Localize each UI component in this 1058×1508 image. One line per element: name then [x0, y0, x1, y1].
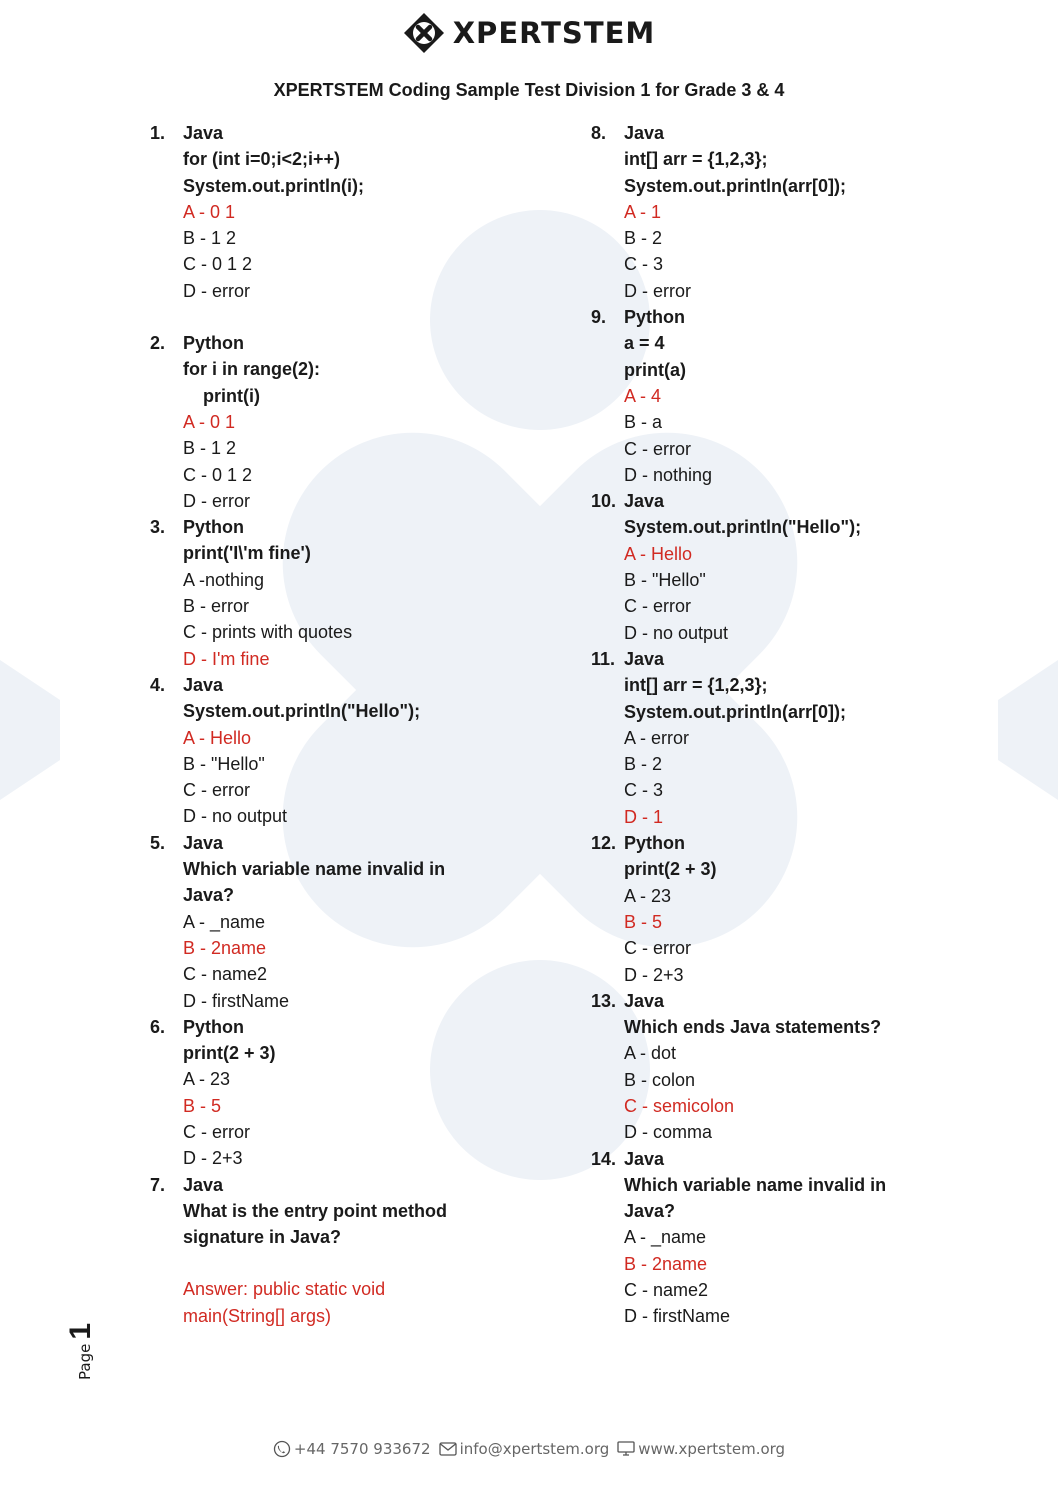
- answer-option: B - 2: [624, 228, 663, 249]
- answer-option: A - 23: [183, 1069, 231, 1090]
- question-13: [591, 988, 931, 1146]
- answer-option-correct: D - 1: [624, 806, 664, 827]
- question-text: System.out.println(arr[0]);: [624, 701, 847, 722]
- answer-option: D - error: [624, 280, 691, 301]
- question-language: Python: [624, 307, 685, 328]
- question-number: 5.: [150, 832, 166, 853]
- footer-email: [439, 1440, 610, 1458]
- question-language: Java: [624, 648, 665, 669]
- answer-option-correct: A - 0 1: [183, 411, 236, 432]
- question-number: 11.: [591, 648, 616, 669]
- answer-option: B - 2: [624, 754, 663, 775]
- answer-option-correct: B - 2name: [183, 937, 267, 958]
- answer-option-correct: B - 5: [624, 911, 663, 932]
- answer-option: D - firstName: [624, 1306, 731, 1327]
- question-language: Java: [624, 990, 665, 1011]
- monitor-icon: [617, 1441, 635, 1457]
- question-number: 6.: [150, 1016, 166, 1037]
- question-text: System.out.println("Hello");: [183, 701, 421, 722]
- question-text: System.out.println(i);: [183, 175, 364, 196]
- answer-option: B - 1 2: [183, 228, 237, 249]
- question-12: [591, 830, 931, 988]
- question-number: 8.: [591, 123, 607, 143]
- question-text: a = 4: [624, 333, 665, 354]
- question-language: Java: [624, 491, 665, 512]
- question-number: 12.: [591, 833, 617, 854]
- question-6: [150, 1014, 490, 1172]
- answer-option-correct: D - I'm fine: [183, 648, 270, 669]
- question-text: System.out.println("Hello");: [624, 517, 862, 538]
- question-text: System.out.println(arr[0]);: [624, 175, 847, 196]
- question-10: [591, 488, 931, 646]
- answer-option: D - nothing: [624, 464, 713, 485]
- answer-option-correct: main(String[] args): [183, 1305, 332, 1326]
- question-text: int[] arr = {1,2,3};: [624, 675, 768, 696]
- question-text: What is the entry point method: [183, 1200, 447, 1221]
- question-8: [591, 120, 931, 304]
- answer-option: D - error: [183, 280, 250, 301]
- answer-option: C - 3: [624, 780, 664, 801]
- question-text: print(2 + 3): [624, 859, 717, 880]
- page-number-label: [24, 1320, 97, 1380]
- answer-option: A - 23: [624, 885, 672, 906]
- answer-option: D - no output: [183, 806, 288, 827]
- answer-option: B - colon: [624, 1069, 696, 1090]
- question-number: 3.: [150, 517, 166, 538]
- answer-option: A - _name: [624, 1227, 707, 1248]
- footer: [0, 1440, 1058, 1458]
- answer-option: A - dot: [624, 1043, 677, 1064]
- email-text: info@xpertstem.org: [459, 1440, 610, 1458]
- answer-option-correct: Answer: public static void: [183, 1279, 386, 1300]
- answer-option: D - no output: [624, 622, 729, 643]
- answer-option-correct: B - 2name: [624, 1253, 708, 1274]
- answer-option: A -nothing: [183, 569, 265, 590]
- question-number: 13.: [591, 990, 617, 1011]
- answer-option-correct: A - 1: [624, 201, 662, 222]
- mail-icon: [439, 1442, 457, 1456]
- answer-option: D - error: [183, 490, 250, 511]
- left-column: [150, 120, 490, 1329]
- spacer: [183, 1250, 490, 1276]
- footer-phone: [273, 1440, 431, 1458]
- question-9: [591, 304, 931, 488]
- question-4: [150, 672, 490, 830]
- answer-option: C - prints with quotes: [183, 622, 353, 643]
- question-text: Which variable name invalid in: [183, 859, 446, 880]
- question-text: Which ends Java statements?: [624, 1017, 882, 1038]
- question-number: 10.: [591, 491, 617, 512]
- question-language: Java: [624, 1148, 665, 1169]
- page-word: Page: [76, 1343, 94, 1380]
- header: [0, 12, 1058, 54]
- answer-option: C - 0 1 2: [183, 464, 253, 485]
- answer-option-correct: A - Hello: [183, 727, 252, 748]
- answer-option-correct: C - semicolon: [624, 1095, 735, 1116]
- answer-option: C - 0 1 2: [183, 254, 253, 275]
- question-text: int[] arr = {1,2,3};: [624, 149, 768, 170]
- question-language: Java: [183, 123, 224, 143]
- question-7: [150, 1172, 490, 1329]
- question-text: for i in range(2):: [183, 359, 321, 380]
- question-language: Java: [624, 123, 665, 143]
- question-text: Java?: [624, 1201, 676, 1222]
- question-language: Java: [183, 832, 224, 853]
- answer-option-correct: A - 0 1: [183, 201, 236, 222]
- question-number: 9.: [591, 307, 607, 328]
- question-number: 1.: [150, 123, 166, 143]
- answer-option-correct: B - 5: [183, 1095, 222, 1116]
- answer-option: D - comma: [624, 1122, 713, 1143]
- question-text: Which variable name invalid in: [624, 1174, 887, 1195]
- logo-text: XPERTSTEM: [452, 16, 656, 50]
- question-14: [591, 1146, 931, 1330]
- phone-icon: [273, 1440, 291, 1458]
- question-2: [150, 330, 490, 514]
- answer-option: B - a: [624, 412, 663, 433]
- answer-option-correct: A - 4: [624, 385, 662, 406]
- question-language: Python: [183, 333, 244, 354]
- answer-option: B - 1 2: [183, 438, 237, 459]
- question-language: Python: [183, 517, 244, 538]
- answer-option: D - 2+3: [183, 1148, 243, 1169]
- question-3: [150, 514, 490, 672]
- question-number: 2.: [150, 333, 166, 354]
- answer-option: A - error: [624, 727, 690, 748]
- question-text: signature in Java?: [183, 1227, 342, 1248]
- question-number: 14.: [591, 1148, 617, 1169]
- question-text: print(2 + 3): [183, 1043, 276, 1064]
- question-text: for (int i=0;i<2;i++): [183, 149, 341, 170]
- phone-text: +44 7570 933672: [293, 1440, 431, 1458]
- answer-option: C - 3: [624, 254, 664, 275]
- answer-option: C - error: [624, 938, 691, 959]
- answer-option: B - "Hello": [624, 570, 706, 591]
- question-1: [150, 120, 490, 304]
- answer-option: A - _name: [183, 911, 266, 932]
- answer-option: C - error: [183, 780, 250, 801]
- question-text: print('I\'m fine'): [183, 543, 311, 564]
- question-text: print(a): [624, 359, 686, 380]
- page-number: 1: [64, 1322, 97, 1340]
- footer-website: [617, 1440, 785, 1458]
- question-language: Python: [624, 833, 685, 854]
- question-language: Python: [183, 1016, 244, 1037]
- answer-option: D - firstName: [183, 990, 290, 1011]
- answer-option: B - "Hello": [183, 753, 265, 774]
- question-language: Java: [183, 1174, 224, 1195]
- logo-icon: [403, 12, 445, 54]
- question-5: [150, 830, 490, 1014]
- answer-option: C - name2: [183, 964, 268, 985]
- question-language: Java: [183, 674, 224, 695]
- question-number: 7.: [150, 1174, 166, 1195]
- answer-option: C - error: [624, 596, 691, 617]
- website-text: www.xpertstem.org: [638, 1440, 786, 1458]
- spacer: [150, 304, 490, 330]
- question-text: Java?: [183, 885, 235, 906]
- right-column: [591, 120, 931, 1330]
- answer-option-correct: A - Hello: [624, 543, 693, 564]
- answer-option: B - error: [183, 596, 250, 617]
- answer-option: C - name2: [624, 1280, 709, 1301]
- page-title: XPERTSTEM Coding Sample Test Division 1 for Grade 3 & 4: [273, 80, 785, 100]
- question-11: [591, 646, 931, 830]
- question-text: print(i): [183, 385, 260, 406]
- question-number: 4.: [150, 674, 166, 695]
- answer-option: D - 2+3: [624, 964, 684, 985]
- answer-option: C - error: [624, 438, 691, 459]
- answer-option: C - error: [183, 1121, 250, 1142]
